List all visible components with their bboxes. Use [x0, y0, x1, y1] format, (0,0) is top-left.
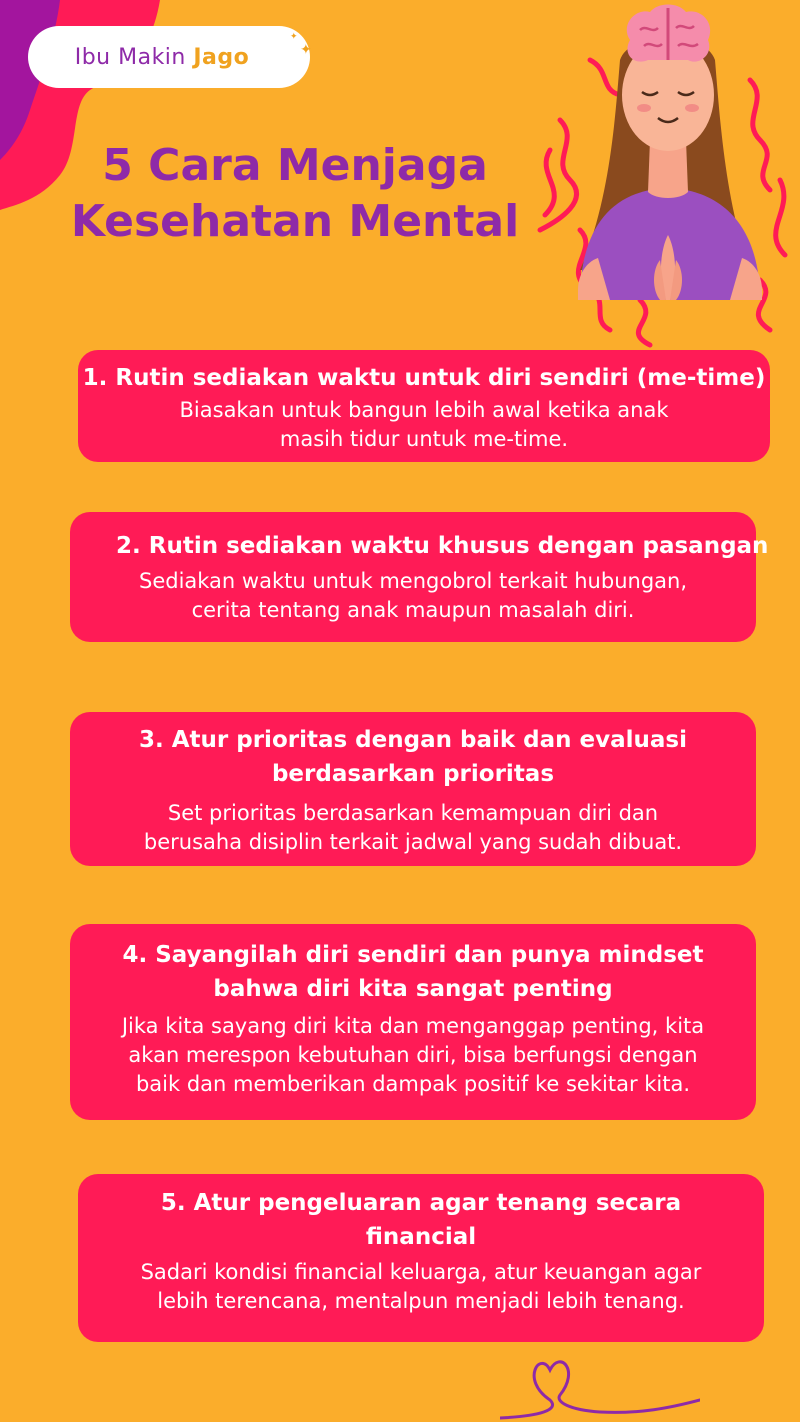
page-title [60, 138, 530, 250]
sparkle-icon: ✦ [290, 32, 298, 42]
tip-card-3 [70, 712, 756, 866]
tip-body-4: Jika kita sayang diri kita dan menganggap penting, kita akan merespon kebutuhan diri, bisa berfungsi dengan baik dan memberikan dampak positif ke sekitar kita. [121, 1014, 705, 1096]
tip-body-2: Sediakan waktu untuk mengobrol terkait hubungan, cerita tentang anak maupun masalah diri. [138, 569, 688, 622]
brand-badge [28, 26, 310, 88]
title-line-2: Kesehatan Mental [70, 196, 520, 247]
tip-heading-5: 5. Atur pengeluaran agar tenang secara financial [160, 1190, 682, 1250]
title-line-1: 5 Cara Menjaga [102, 140, 488, 191]
tip-card-5 [78, 1174, 764, 1342]
tip-body-1: Biasakan untuk bangun lebih awal ketika anak masih tidur untuk me-time. [179, 398, 669, 451]
tip-heading-3: 3. Atur prioritas dengan baik dan evaluasi berdasarkan prioritas [138, 727, 687, 787]
sparkle-icon: ✦ [300, 42, 312, 58]
brain-woman-illustration [520, 0, 800, 360]
brand-accent: Jago [193, 44, 250, 70]
tip-heading-1: 1. Rutin sediakan waktu untuk diri sendiri (me-time) [82, 365, 766, 391]
tip-body-5: Sadari kondisi financial keluarga, atur keuangan agar lebih terencana, mentalpun menjadi lebih tenang. [140, 1260, 702, 1313]
heart-doodle-icon [500, 1340, 700, 1422]
tip-heading-4: 4. Sayangilah diri sendiri dan punya mindset bahwa diri kita sangat penting [122, 942, 704, 1002]
brand-name: Ibu Makin Jago [74, 44, 250, 70]
tip-card-4 [70, 924, 756, 1120]
tip-body-3: Set prioritas berdasarkan kemampuan diri dan berusaha disiplin terkait jadwal yang sudah dibuat. [143, 801, 683, 854]
tip-heading-2: 2. Rutin sediakan waktu khusus dengan pasangan [116, 533, 769, 559]
tip-card-2 [70, 512, 769, 642]
tip-card-1 [78, 350, 770, 462]
